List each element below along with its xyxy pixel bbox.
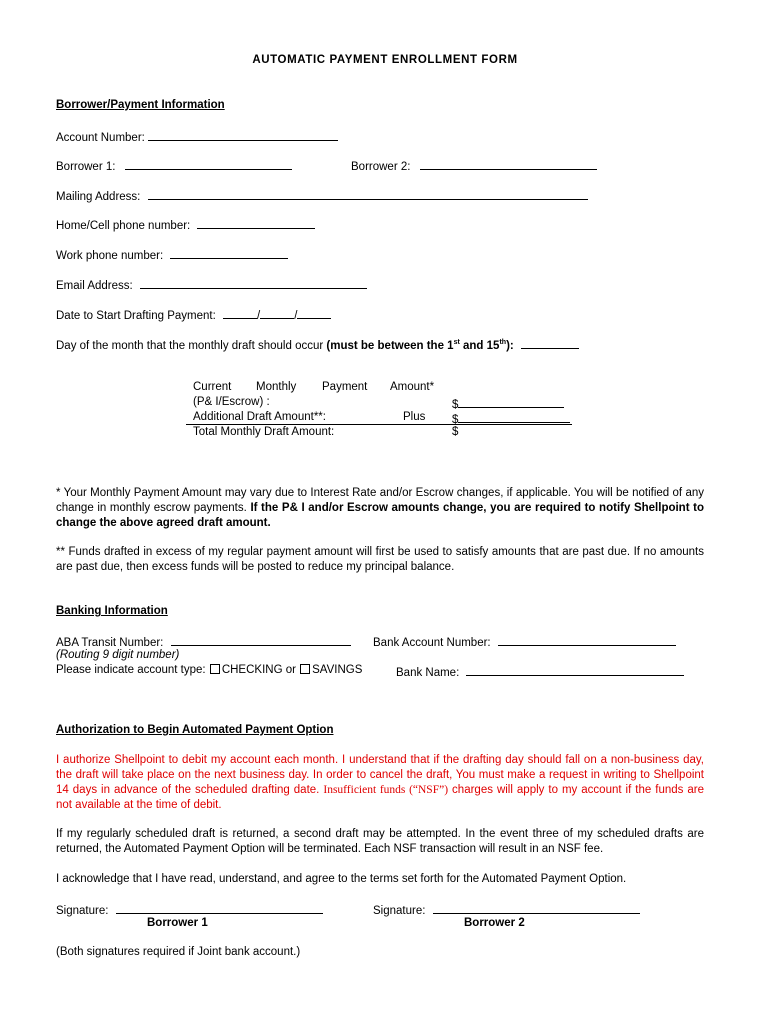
home-phone-row bbox=[56, 217, 315, 232]
signature2-label: Signature: bbox=[373, 905, 426, 917]
signature2-field[interactable] bbox=[433, 902, 640, 914]
bank-account-field[interactable] bbox=[498, 634, 676, 646]
nsf-term: Insufficient funds (“NSF”) bbox=[323, 784, 449, 796]
home-phone-field[interactable] bbox=[197, 217, 315, 229]
draft-day-label: Day of the month that the monthly draft should occur bbox=[56, 340, 324, 352]
borrower2-label: Borrower 2: bbox=[351, 161, 411, 173]
account-type-label: Please indicate account type: bbox=[56, 664, 206, 676]
email-field[interactable] bbox=[140, 277, 367, 289]
savings-label: SAVINGS bbox=[312, 664, 363, 676]
draft-day-rule: (must be between the 1st and 15th): bbox=[326, 339, 514, 352]
authorization-paragraph bbox=[56, 753, 704, 813]
authorization-text: I authorize Shellpoint to debit my account each month. I understand that if the drafting day should fall on a non-business day, the draft will take place on the next business day. In order to cancel the draft, You must make a request in writing to Shellpoint 14 days in advance of the scheduled drafting date. bbox=[56, 754, 704, 796]
amount-row1-col1: Current bbox=[193, 381, 232, 393]
checking-label: CHECKING or bbox=[221, 664, 296, 676]
draft-day-row bbox=[56, 337, 579, 352]
bank-name-field[interactable] bbox=[466, 664, 684, 676]
mailing-address-row bbox=[56, 188, 588, 203]
authorization-text-end: charges will apply to my account if the funds are not available at the time of debit. bbox=[56, 784, 705, 811]
borrower1-row bbox=[56, 158, 292, 173]
note-1 bbox=[56, 486, 704, 531]
aba-row bbox=[56, 634, 351, 649]
work-phone-label: Work phone number: bbox=[56, 250, 164, 262]
amount-row1-col2: Monthly bbox=[256, 381, 297, 393]
additional-draft-field[interactable] bbox=[458, 411, 570, 423]
signature1-row bbox=[56, 902, 323, 917]
start-date-month-field[interactable] bbox=[223, 307, 257, 319]
total-label: Total Monthly Draft Amount: bbox=[193, 426, 335, 438]
amount-row1-col3: Payment bbox=[322, 381, 368, 393]
account-number-row bbox=[56, 129, 338, 144]
bank-name-row bbox=[396, 664, 684, 679]
borrower-section-heading: Borrower/Payment Information bbox=[56, 99, 225, 111]
bank-name-label: Bank Name: bbox=[396, 667, 460, 679]
date-separator: / bbox=[257, 310, 261, 322]
note-1-bold: If the P& I and/or Escrow amounts change, you are required to notify Shellpoint to change the above agreed draft amount. bbox=[56, 502, 704, 529]
checking-checkbox[interactable] bbox=[210, 664, 220, 674]
page-title: AUTOMATIC PAYMENT ENROLLMENT FORM bbox=[252, 54, 518, 66]
start-date-row bbox=[56, 307, 331, 322]
note-2: ** Funds drafted in excess of my regular payment amount will first be used to satisfy amounts that are past due. If no amounts are past due, then excess funds will be posted to reduce my principal balance. bbox=[56, 546, 704, 573]
signature2-row bbox=[373, 902, 640, 917]
monthly-payment-dollar: $ bbox=[452, 396, 564, 411]
email-row bbox=[56, 277, 367, 292]
date-separator: / bbox=[294, 310, 298, 322]
start-date-label: Date to Start Drafting Payment: bbox=[56, 310, 216, 322]
account-number-field[interactable] bbox=[148, 129, 338, 141]
aba-label: ABA Transit Number: bbox=[56, 637, 164, 649]
aba-field[interactable] bbox=[171, 634, 351, 646]
total-dollar: $ bbox=[452, 426, 459, 438]
joint-account-footnote: (Both signatures required if Joint bank account.) bbox=[56, 946, 301, 958]
routing-note: (Routing 9 digit number) bbox=[56, 649, 180, 661]
borrower1-field[interactable] bbox=[125, 158, 292, 170]
mailing-address-field[interactable] bbox=[148, 188, 588, 200]
account-number-label: Account Number: bbox=[56, 132, 145, 144]
banking-heading: Banking Information bbox=[56, 605, 168, 617]
total-divider bbox=[186, 424, 572, 425]
acknowledge-text: I acknowledge that I have read, understand, and agree to the terms set forth for the Automated Payment Option. bbox=[56, 873, 627, 885]
monthly-payment-field[interactable] bbox=[458, 396, 564, 408]
borrower2-row bbox=[351, 158, 597, 173]
start-date-year-field[interactable] bbox=[297, 307, 331, 319]
amount-row2-label: (P& I/Escrow) : bbox=[193, 396, 270, 408]
plus-label: Plus bbox=[403, 411, 426, 423]
signature1-label: Signature: bbox=[56, 905, 109, 917]
draft-day-field[interactable] bbox=[521, 337, 579, 349]
email-label: Email Address: bbox=[56, 280, 133, 292]
mailing-address-label: Mailing Address: bbox=[56, 191, 141, 203]
additional-draft-dollar: $ bbox=[452, 411, 570, 426]
work-phone-field[interactable] bbox=[170, 247, 288, 259]
additional-draft-label: Additional Draft Amount**: bbox=[193, 411, 326, 423]
bank-account-row bbox=[373, 634, 676, 649]
borrower2-field[interactable] bbox=[420, 158, 597, 170]
borrower1-label: Borrower 1: bbox=[56, 161, 116, 173]
signature1-field[interactable] bbox=[116, 902, 323, 914]
authorization-heading: Authorization to Begin Automated Payment Option bbox=[56, 724, 334, 736]
amount-header: Amount* bbox=[390, 381, 435, 393]
note-1-text: * Your Monthly Payment Amount may vary due to Interest Rate and/or Escrow changes, if applicable. You will be notified of any change in monthly escrow payments. bbox=[56, 487, 704, 514]
work-phone-row bbox=[56, 247, 288, 262]
home-phone-label: Home/Cell phone number: bbox=[56, 220, 191, 232]
bank-account-label: Bank Account Number: bbox=[373, 637, 491, 649]
start-date-day-field[interactable] bbox=[260, 307, 294, 319]
savings-checkbox[interactable] bbox=[300, 664, 310, 674]
returned-draft-paragraph: If my regularly scheduled draft is returned, a second draft may be attempted. In the event three of my scheduled drafts are returned, the Automated Payment Option will be terminated. Each NSF transaction will result in an NSF fee. bbox=[56, 828, 704, 855]
account-type-row bbox=[56, 664, 362, 676]
borrower2-signature-caption: Borrower 2 bbox=[464, 917, 525, 929]
borrower1-signature-caption: Borrower 1 bbox=[147, 917, 208, 929]
